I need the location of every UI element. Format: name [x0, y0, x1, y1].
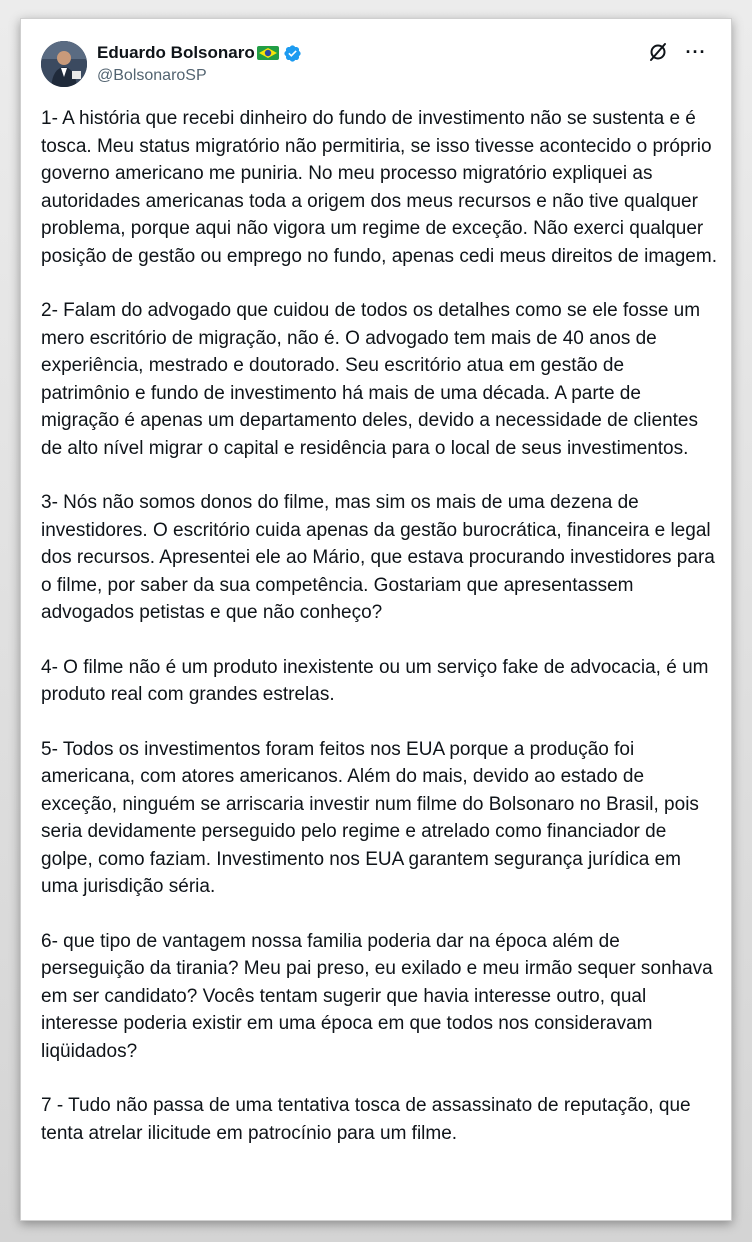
tweet-actions [647, 41, 707, 63]
tweet-header [41, 41, 707, 105]
tweet-paragraph: 3- Nós não somos donos do filme, mas sim os mais de uma dezena de investidores. O escritório cuida apenas da gestão burocrática, financeira e legal dos recursos. Apresentei ele ao Mário, que estava procurando investidores para o filme, por saber da sua competência. Gostariam que apresentassem advogados petistas e que não conheço? [41, 492, 715, 623]
author-info [97, 41, 302, 85]
more-icon[interactable]: ··· [685, 41, 707, 62]
tweet-paragraph: 1- A história que recebi dinheiro do fundo de investimento não se sustenta e é tosca. Meu status migratório não permitiria, se isso tivesse acontecido o próprio governo americano me puniria. No meu processo migratório expliquei as autoridades americanas toda a origem dos meus recursos e não tive qualquer problema, porque aqui não vigora um regime de exceção. Não exerci qualquer posição de gestão ou emprego no fundo, apenas cedi meus direitos de imagem. [41, 108, 717, 267]
verified-badge-icon[interactable] [283, 44, 302, 63]
avatar-image [41, 41, 87, 87]
tweet-card [20, 18, 732, 1221]
tweet-paragraph: 7 - Tudo não passa de uma tentativa tosca de assassinato de reputação, que tenta atrelar ilicitude em patrocínio para um filme. [41, 1095, 691, 1144]
tweet-paragraph: 5- Todos os investimentos foram feitos nos EUA porque a produção foi americana, com atores americanos. Além do mais, devido ao estado de exceção, ninguém se arriscaria investir num filme do Bolsonaro no Brasil, pois seria devidamente perseguido pelo regime e atrelado como financiador de golpe, como faziam. Investimento nos EUA garantem segurança jurídica em uma jurisdição séria. [41, 738, 699, 897]
avatar[interactable] [41, 41, 87, 87]
display-name-row [97, 41, 302, 65]
tweet-paragraph: 2- Falam do advogado que cuidou de todos os detalhes como se ele fosse um mero escritório de migração, não é. O advogado tem mais de 40 anos de experiência, mestrado e doutorado. Seu escritório atua em gestão de patrimônio e fundo de investimento há mais de uma década. A parte de migração é apenas um departamento deles, devido a necessidade de clientes de alto nível migrar o capital e residência para o local de seus investimentos. [41, 300, 701, 459]
grok-icon[interactable] [647, 41, 669, 63]
brazil-flag-icon [257, 45, 279, 61]
tweet-paragraph: 6- que tipo de vantagem nossa familia poderia dar na época além de perseguição da tirania? Meu pai preso, eu exilado e meu irmão sequer sonhava em ser candidato? Vocês tentam sugerir que havia interesse outro, qual interesse poderia existir em uma época em que todos nos consideravam liqüidados? [41, 930, 713, 1062]
author-handle[interactable]: @BolsonaroSP [97, 67, 207, 84]
tweet-text [41, 105, 717, 1174]
display-name[interactable]: Eduardo Bolsonaro [97, 43, 255, 62]
tweet-paragraph: 4- O filme não é um produto inexistente ou um serviço fake de advocacia, é um produto real com grandes estrelas. [41, 656, 709, 705]
